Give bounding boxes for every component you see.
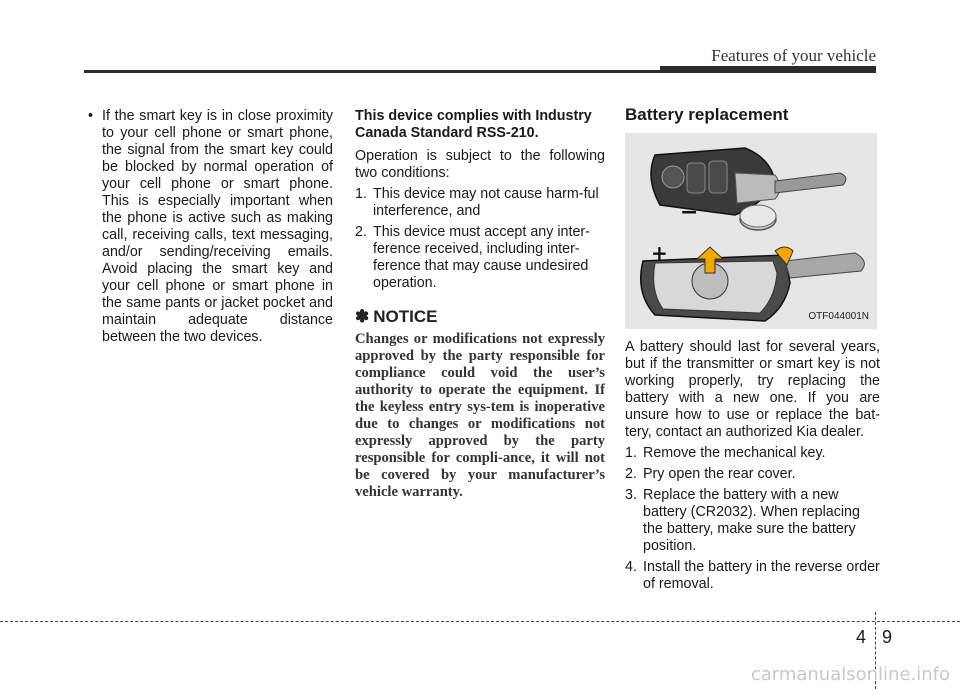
step-text: Remove the mechanical key.	[643, 445, 826, 461]
compliance-title: This device complies with Industry Canada Standard RSS-210.	[355, 108, 592, 141]
battery-intro-text: A battery should last for several years, but if the transmitter or smart key is not working properly, try replacing the battery with a new one. If you are unsure how to use or replace the bat-tery, contact an authorized Kia dealer.	[625, 339, 880, 440]
notice-icon: ✽	[355, 307, 370, 326]
step-text: Replace the battery with a new battery (CR2032). When replacing the battery, make sure the battery position.	[643, 487, 860, 554]
column-1	[88, 108, 333, 346]
step-text: Install the battery in the reverse order of removal.	[643, 559, 880, 592]
page-header-title: Features of your vehicle	[711, 46, 876, 65]
step-text: Pry open the rear cover.	[643, 466, 796, 482]
footer-dashed-rule	[0, 621, 960, 622]
step-number: 3.	[625, 487, 637, 503]
header-rule-accent	[660, 66, 876, 72]
battery-step	[625, 466, 880, 483]
operation-intro: Operation is subject to the following two conditions:	[355, 148, 605, 181]
condition-number: 1.	[355, 186, 367, 202]
watermark: carmanualsonline.info	[750, 664, 950, 685]
battery-step	[625, 445, 880, 462]
figure-code-label: OTF044001N	[808, 311, 869, 322]
notice-title: NOTICE	[373, 307, 438, 326]
condition-number: 2.	[355, 224, 367, 240]
step-number: 1.	[625, 445, 637, 461]
condition-item	[355, 224, 605, 292]
condition-item	[355, 186, 605, 220]
smart-key-illustration	[625, 133, 877, 329]
battery-replacement-figure	[625, 133, 877, 329]
minus-sign: −	[680, 200, 699, 225]
column-3	[625, 105, 880, 593]
page-number: 9	[882, 627, 893, 647]
step-number: 2.	[625, 466, 637, 482]
battery-step	[625, 559, 880, 593]
condition-text: This device must accept any inter-ference received, including inter-ference that may cause undesired operation.	[373, 224, 590, 291]
condition-text: This device may not cause harm-ful interference, and	[373, 186, 599, 219]
chapter-number: 4	[856, 627, 867, 647]
column-2	[355, 108, 605, 501]
step-number: 4.	[625, 559, 637, 575]
battery-step	[625, 487, 880, 555]
battery-section-title: Battery replacement	[625, 105, 789, 124]
plus-sign: +	[651, 241, 668, 265]
notice-heading	[355, 308, 605, 325]
smart-key-proximity-note: • If the smart key is in close proximity to your cell phone or smart phone, the signal from the smart key could be blocked by normal operation of your cell phone or smart phone. This is especially important when the phone is active such as making call, receiving calls, text messaging, and/or sending/receiving emails. Avoid placing the smart key and your cell phone or smart phone in the same pants or jacket pocket and maintain adequate distance between the two devices.	[88, 108, 333, 346]
notice-body: Changes or modifications not expressly approved by the party responsible for compliance could void the user’s authority to operate the equipment. If the keyless entry sys-tem is inoperative due to changes or modifications not expressly approved by the party responsible for compli-ance, it will not be covered by your manufacturer’s vehicle warranty.	[355, 331, 605, 500]
